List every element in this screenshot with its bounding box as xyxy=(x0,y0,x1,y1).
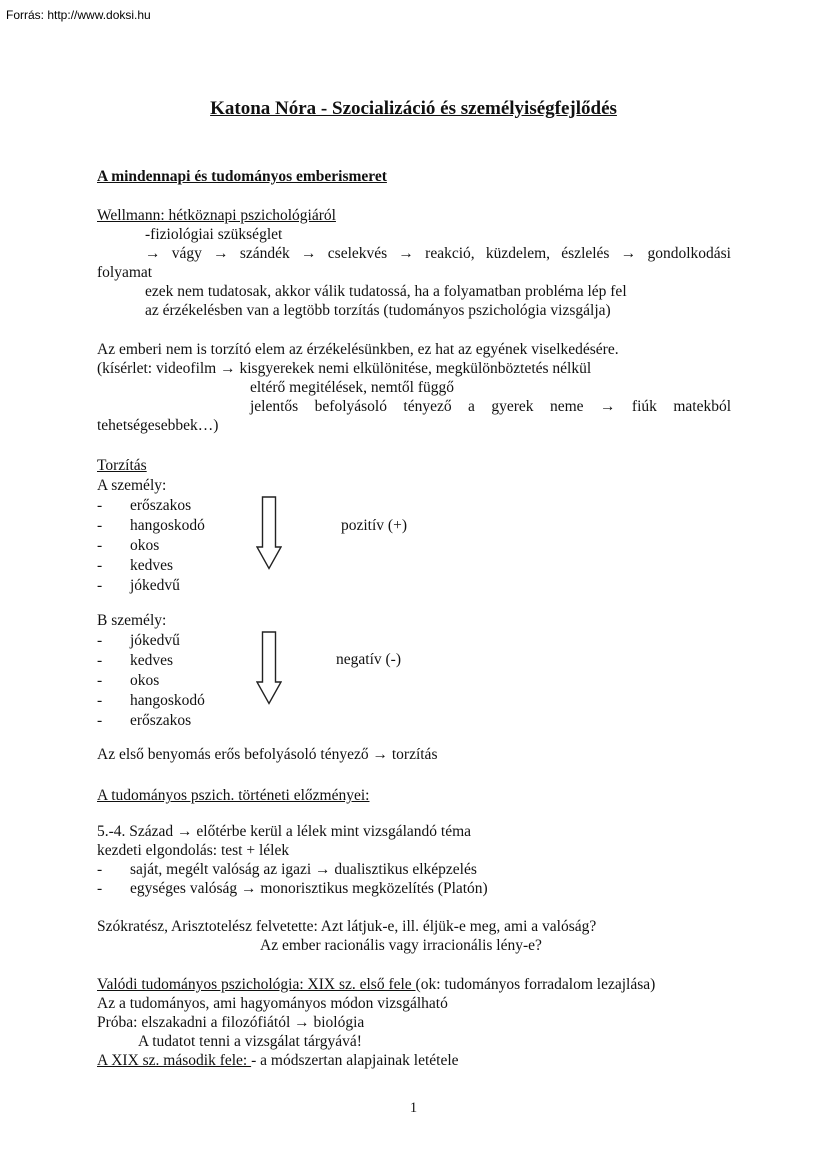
list-item xyxy=(97,576,731,596)
document-title: Katona Nóra - Szocializáció és személyiségfejlődés xyxy=(210,98,617,119)
bullet-dash: - xyxy=(97,880,103,897)
trait-label: kedves xyxy=(130,557,174,574)
text-line: az érzékelésben van a legtöbb torzítás (tudományos pszichológia vizsgálja) xyxy=(145,302,611,319)
text-line: jelentős befolyásoló tényező a gyerek neme → fiúk matekból xyxy=(250,398,731,415)
bullet-dash: - xyxy=(97,497,103,514)
trait-label: jókedvű xyxy=(130,577,180,594)
philosophers-block xyxy=(97,917,731,955)
text-line: saját, megélt valóság az igazi → dualisztikus elképzelés xyxy=(130,861,477,878)
conclusion-line: Az első benyomás erős befolyásoló tényező → torzítás xyxy=(97,746,438,763)
list-item xyxy=(97,691,731,711)
text-line: Az ember racionális vagy irracionális lény-e? xyxy=(260,937,542,954)
list-item xyxy=(97,556,731,576)
trait-label: kedves xyxy=(130,652,174,669)
text-line: Az emberi nem is torzító elem az érzékelésünkben, ez hat az egyének viselkedésére. xyxy=(97,341,619,358)
xix-second-half-heading: A XIX sz. második fele: xyxy=(97,1052,252,1069)
list-item xyxy=(97,651,731,671)
positive-label: pozitív (+) xyxy=(341,517,407,534)
text-line: ezek nem tudatosak, akkor válik tudatossá, ha a folyamatban probléma lép fel xyxy=(145,283,627,300)
bullet-dash: - xyxy=(97,672,103,689)
list-item xyxy=(97,671,731,691)
bullet-dash: - xyxy=(97,577,103,594)
history-block xyxy=(97,822,731,898)
list-item xyxy=(97,631,731,651)
list-item xyxy=(97,536,731,556)
heading-line xyxy=(97,975,731,994)
text-line: kezdeti elgondolás: test + lélek xyxy=(97,842,290,859)
process-chain-line: → vágy → szándék → cselekvés → reakció, küzdelem, észlelés → gondolkodási xyxy=(145,245,731,262)
list-item xyxy=(97,516,731,536)
wellmann-subheading: Wellmann: hétköznapi pszichológiáról xyxy=(97,207,336,224)
bullet-dash: - xyxy=(97,652,103,669)
text-line: A tudatot tenni a vizsgálat tárgyává! xyxy=(138,1033,362,1050)
list-item xyxy=(97,711,731,731)
trait-label: okos xyxy=(130,537,160,554)
text-line: egységes valóság → monorisztikus megközelítés (Platón) xyxy=(130,880,488,897)
trait-label: jókedvű xyxy=(130,632,180,649)
text-line: (kísérlet: videofilm → kisgyerekek nemi elkülönitése, megkülönböztetés nélkül xyxy=(97,360,592,377)
modern-psychology-block xyxy=(97,975,731,1070)
bullet-dash: - xyxy=(97,517,103,534)
text-line: Az a tudományos, ami hagyományos módon vizsgálható xyxy=(97,995,448,1012)
down-arrow-icon xyxy=(256,631,282,705)
modern-heading: Valódi tudományos pszichológia: XIX sz. első fele xyxy=(97,976,416,993)
text-line: Próba: elszakadni a filozófiától → biológia xyxy=(97,1014,365,1031)
person-a-label: A személy: xyxy=(97,477,167,494)
bullet-dash: - xyxy=(97,712,103,729)
person-b-label: B személy: xyxy=(97,612,167,629)
text-line: folyamat xyxy=(97,264,153,281)
section-heading-emberismeret: A mindennapi és tudományos emberismeret xyxy=(97,168,387,185)
list-item xyxy=(97,879,731,898)
trait-label: erőszakos xyxy=(130,497,192,514)
negative-label: negatív (-) xyxy=(336,651,401,668)
source-url: Forrás: http://www.doksi.hu xyxy=(6,8,151,22)
page-number: 1 xyxy=(409,1100,418,1116)
bullet-dash: - xyxy=(97,692,103,709)
down-arrow-icon xyxy=(256,496,282,570)
torzitas-person-a-block xyxy=(97,456,731,596)
trait-label: hangoskodó xyxy=(130,692,205,709)
heading-note: (ok: tudományos forradalom lezajlása) xyxy=(415,976,656,993)
wellmann-paragraph xyxy=(97,206,731,320)
torzitas-person-b-block xyxy=(97,611,731,731)
experiment-paragraph xyxy=(97,340,731,435)
text-line: eltérő megitélések, nemtől függő xyxy=(250,379,455,396)
trait-label: okos xyxy=(130,672,160,689)
list-item xyxy=(97,496,731,516)
text-line: Szókratész, Arisztotelész felvetette: Azt látjuk-e, ill. éljük-e meg, ami a valóság? xyxy=(97,918,597,935)
history-heading: A tudományos pszich. történeti előzményei: xyxy=(97,787,370,804)
bullet-dash: - xyxy=(97,632,103,649)
text-line: - a módszertan alapjainak letétele xyxy=(251,1052,459,1069)
text-line xyxy=(97,1051,731,1070)
text-line: -fiziológiai szükséglet xyxy=(145,226,283,243)
text-line: tehetségesebbek…) xyxy=(97,417,219,434)
bullet-dash: - xyxy=(97,537,103,554)
trait-label: erőszakos xyxy=(130,712,192,729)
bullet-dash: - xyxy=(97,861,103,878)
trait-label: hangoskodó xyxy=(130,517,205,534)
text-line: 5.-4. Század → előtérbe kerül a lélek mint vizsgálandó téma xyxy=(97,823,472,840)
torzitas-heading: Torzítás xyxy=(97,457,147,474)
list-item xyxy=(97,860,731,879)
bullet-dash: - xyxy=(97,557,103,574)
